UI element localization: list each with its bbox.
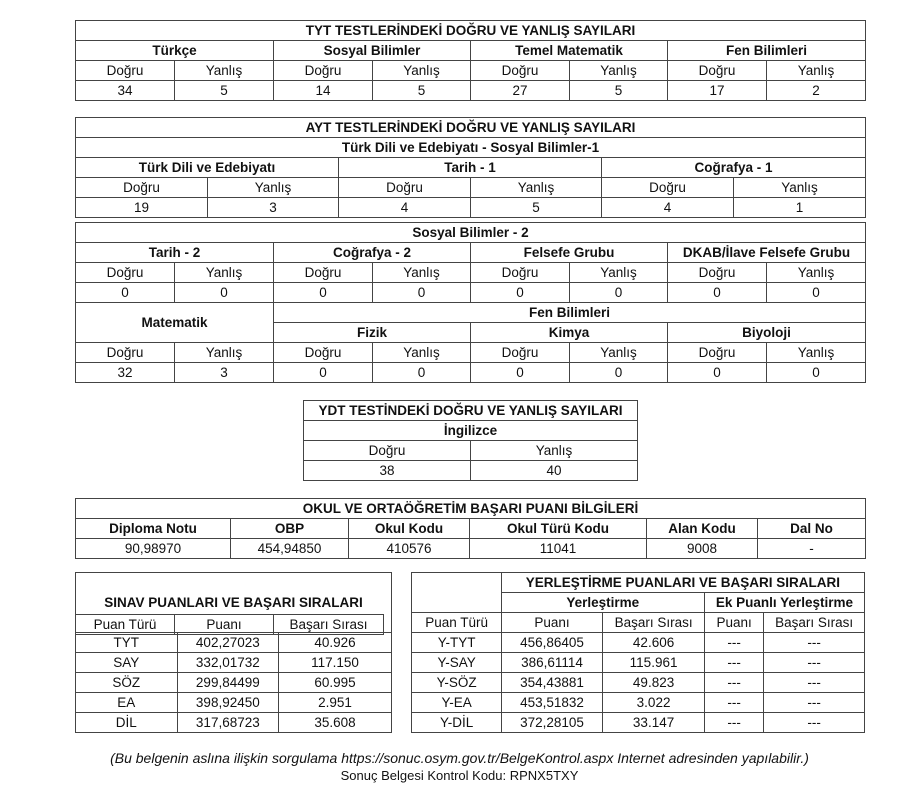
dogru-label: Doğru: [471, 343, 570, 363]
okul-value: 454,94850: [231, 539, 349, 559]
ayt-group: Tarih - 1: [339, 158, 602, 178]
y-value: ---: [704, 693, 764, 713]
y-value: ---: [764, 653, 865, 673]
y-value: ---: [764, 673, 865, 693]
okul-header: Okul Kodu: [349, 519, 470, 539]
ayt-group: Coğrafya - 2: [274, 243, 471, 263]
okul-header: Okul Türü Kodu: [470, 519, 647, 539]
y-header: Başarı Sırası: [603, 613, 705, 633]
yanlis-label: Yanlış: [175, 61, 274, 81]
dogru-label: Doğru: [274, 263, 373, 283]
s-value: 299,84499: [177, 673, 279, 693]
s-value: EA: [76, 693, 178, 713]
y-value: 33.147: [603, 713, 705, 733]
ayt-value: 4: [602, 198, 734, 218]
yanlis-label: Yanlış: [471, 178, 602, 198]
yerlestirme-title: YERLEŞTİRME PUANLARI VE BAŞARI SIRALARI: [501, 573, 864, 593]
ydt-value: 40: [471, 461, 638, 481]
ydt-table: [303, 400, 638, 481]
yanlis-label: Yanlış: [175, 263, 274, 283]
tyt-title: TYT TESTLERİNDEKİ DOĞRU VE YANLIŞ SAYILARI: [76, 21, 866, 41]
s-header: Puanı: [175, 615, 274, 635]
y-value: ---: [704, 673, 764, 693]
puan-table: [75, 572, 865, 733]
okul-value: 11041: [470, 539, 647, 559]
ayt-value: 0: [274, 283, 373, 303]
ayt-value: 0: [373, 283, 471, 303]
tyt-group: Fen Bilimleri: [668, 41, 866, 61]
yanlis-label: Yanlış: [471, 441, 638, 461]
s-value: 117.150: [279, 653, 392, 673]
sinav-header-table: [75, 614, 384, 635]
blank-cell: [412, 573, 501, 613]
dogru-label: Doğru: [471, 263, 570, 283]
y-value: ---: [764, 693, 865, 713]
y-value: Y-SÖZ: [412, 673, 501, 693]
ayt-fen-title: Fen Bilimleri: [274, 303, 866, 323]
okul-value: 90,98970: [76, 539, 231, 559]
yanlis-label: Yanlış: [767, 61, 866, 81]
ayt-value: 19: [76, 198, 208, 218]
okul-header: Alan Kodu: [647, 519, 758, 539]
ayt-value: 32: [76, 363, 175, 383]
tyt-group: Temel Matematik: [471, 41, 668, 61]
yanlis-label: Yanlış: [734, 178, 866, 198]
ayt-value: 0: [570, 363, 668, 383]
dogru-label: Doğru: [76, 343, 175, 363]
footer-note: (Bu belgenin aslına ilişkin sorgulama https://sonuc.osym.gov.tr/BelgeKontrol.aspx Internet adresinden yapılabilir.): [110, 750, 809, 766]
y-header: Puan Türü: [412, 613, 501, 633]
ayt-group: Türk Dili ve Edebiyatı: [76, 158, 339, 178]
s-value: 60.995: [279, 673, 392, 693]
ayt-value: 0: [76, 283, 175, 303]
table-spacer: [391, 573, 412, 733]
s-value: 398,92450: [177, 693, 279, 713]
y-value: Y-DİL: [412, 713, 501, 733]
ayt-group: Coğrafya - 1: [602, 158, 866, 178]
tyt-value: 5: [570, 81, 668, 101]
yanlis-label: Yanlış: [570, 343, 668, 363]
ayt-value: 0: [274, 363, 373, 383]
ayt-value: 0: [570, 283, 668, 303]
ydt-title: YDT TESTİNDEKİ DOĞRU VE YANLIŞ SAYILARI: [304, 401, 638, 421]
ayt-group: Kimya: [471, 323, 668, 343]
ayt-value: 0: [175, 283, 274, 303]
y-value: 354,43881: [501, 673, 603, 693]
yanlis-label: Yanlış: [767, 343, 866, 363]
yanlis-label: Yanlış: [373, 61, 471, 81]
dogru-label: Doğru: [339, 178, 471, 198]
y-value: Y-TYT: [412, 633, 501, 653]
ayt-title: AYT TESTLERİNDEKİ DOĞRU VE YANLIŞ SAYILARI: [76, 118, 866, 138]
ayt-value: 0: [471, 363, 570, 383]
y-value: ---: [764, 713, 865, 733]
ayt-value: 0: [471, 283, 570, 303]
yanlis-label: Yanlış: [767, 263, 866, 283]
y-value: Y-SAY: [412, 653, 501, 673]
ayt-value: 1: [734, 198, 866, 218]
okul-header: Dal No: [758, 519, 866, 539]
okul-table: [75, 498, 866, 559]
ayt-sec1-title: Türk Dili ve Edebiyatı - Sosyal Bilimler-1: [76, 138, 866, 158]
yanlis-label: Yanlış: [175, 343, 274, 363]
yanlis-label: Yanlış: [208, 178, 339, 198]
okul-value: 410576: [349, 539, 470, 559]
ayt-value: 5: [471, 198, 602, 218]
ayt-value: 0: [668, 283, 767, 303]
s-header: Puan Türü: [76, 615, 175, 635]
dogru-label: Doğru: [602, 178, 734, 198]
y-value: 372,28105: [501, 713, 603, 733]
okul-header: Diploma Notu: [76, 519, 231, 539]
ayt-value: 3: [175, 363, 274, 383]
dogru-label: Doğru: [668, 343, 767, 363]
y-header: Başarı Sırası: [764, 613, 865, 633]
y-value: ---: [704, 633, 764, 653]
dogru-label: Doğru: [471, 61, 570, 81]
dogru-label: Doğru: [274, 61, 373, 81]
ayt-value: 0: [373, 363, 471, 383]
ayt-group: Tarih - 2: [76, 243, 274, 263]
sinav-title: SINAV PUANLARI VE BAŞARI SIRALARI: [76, 573, 392, 633]
dogru-label: Doğru: [76, 61, 175, 81]
y-value: ---: [764, 633, 865, 653]
yanlis-label: Yanlış: [570, 61, 668, 81]
okul-value: -: [758, 539, 866, 559]
ayt-value: 0: [668, 363, 767, 383]
ayt-group: DKAB/İlave Felsefe Grubu: [668, 243, 866, 263]
y-header: Puanı: [704, 613, 764, 633]
ayt-group: Biyoloji: [668, 323, 866, 343]
y-value: 42.606: [603, 633, 705, 653]
ayt-group: Felsefe Grubu: [471, 243, 668, 263]
dogru-label: Doğru: [668, 263, 767, 283]
tyt-group: Sosyal Bilimler: [274, 41, 471, 61]
ayt-value: 0: [767, 283, 866, 303]
tyt-value: 5: [373, 81, 471, 101]
y-value: ---: [704, 653, 764, 673]
s-value: SÖZ: [76, 673, 178, 693]
tyt-table: [75, 20, 866, 101]
s-value: 317,68723: [177, 713, 279, 733]
y-value: ---: [704, 713, 764, 733]
ayt-value: 4: [339, 198, 471, 218]
s-value: TYT: [76, 633, 178, 653]
tyt-value: 27: [471, 81, 570, 101]
y-value: 3.022: [603, 693, 705, 713]
tyt-value: 5: [175, 81, 274, 101]
tyt-value: 2: [767, 81, 866, 101]
dogru-label: Doğru: [76, 178, 208, 198]
s-value: 40.926: [279, 633, 392, 653]
yanlis-label: Yanlış: [373, 343, 471, 363]
footer-code: Sonuç Belgesi Kontrol Kodu: RPNX5TXY: [340, 768, 579, 783]
yanlis-label: Yanlış: [373, 263, 471, 283]
y-value: 456,86405: [501, 633, 603, 653]
tyt-group: Türkçe: [76, 41, 274, 61]
s-header: Başarı Sırası: [274, 615, 384, 635]
s-value: 402,27023: [177, 633, 279, 653]
y-value: 453,51832: [501, 693, 603, 713]
s-value: 35.608: [279, 713, 392, 733]
s-value: 2.951: [279, 693, 392, 713]
yanlis-label: Yanlış: [570, 263, 668, 283]
ydt-lang: İngilizce: [304, 421, 638, 441]
y-value: 115.961: [603, 653, 705, 673]
tyt-value: 14: [274, 81, 373, 101]
ayt-mat-label: Matematik: [76, 303, 274, 343]
yerlestirme-sub2: Ek Puanlı Yerleştirme: [704, 593, 864, 613]
dogru-label: Doğru: [304, 441, 471, 461]
ayt-table: [75, 117, 866, 218]
okul-title: OKUL VE ORTAÖĞRETİM BAŞARI PUANI BİLGİLERİ: [76, 499, 866, 519]
tyt-value: 17: [668, 81, 767, 101]
okul-header: OBP: [231, 519, 349, 539]
y-value: 49.823: [603, 673, 705, 693]
dogru-label: Doğru: [274, 343, 373, 363]
y-header: Puanı: [501, 613, 603, 633]
ayt-sec2-title: Sosyal Bilimler - 2: [76, 223, 866, 243]
s-value: 332,01732: [177, 653, 279, 673]
ayt-group: Fizik: [274, 323, 471, 343]
ayt-sec2-table: [75, 222, 866, 383]
ayt-value: 3: [208, 198, 339, 218]
ydt-value: 38: [304, 461, 471, 481]
dogru-label: Doğru: [76, 263, 175, 283]
ayt-value: 0: [767, 363, 866, 383]
s-value: SAY: [76, 653, 178, 673]
yerlestirme-sub1: Yerleştirme: [501, 593, 704, 613]
tyt-value: 34: [76, 81, 175, 101]
dogru-label: Doğru: [668, 61, 767, 81]
y-value: Y-EA: [412, 693, 501, 713]
okul-value: 9008: [647, 539, 758, 559]
s-value: DİL: [76, 713, 178, 733]
y-value: 386,61114: [501, 653, 603, 673]
